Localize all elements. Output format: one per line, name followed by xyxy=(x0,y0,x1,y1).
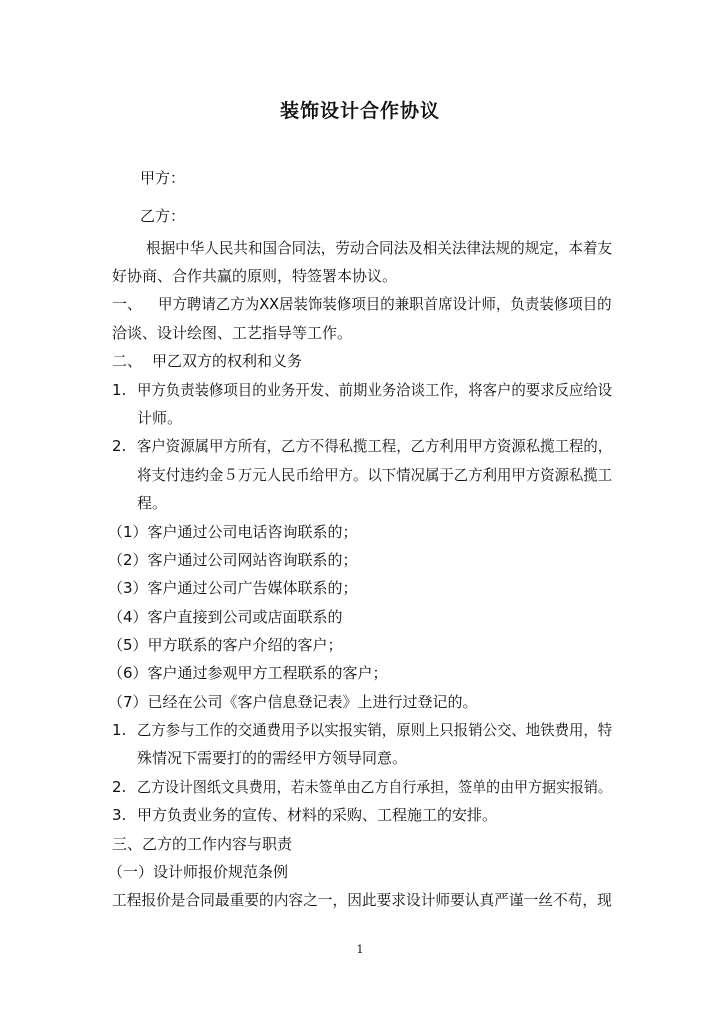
item-2-line-1: 客户资源属甲方所有，乙方不得私揽工程，乙方利用甲方资源私揽工程的， xyxy=(137,437,613,455)
sub-item-4: （4）客户直接到公司或店面联系的 xyxy=(108,608,343,626)
body-last-line: 工程报价是合同最重要的内容之一，因此要求设计师要认真严谨一丝不苟，现 xyxy=(112,891,612,909)
sub-item-7: （7）已经在公司《客户信息登记表》上进行过登记的。 xyxy=(108,693,478,711)
item-j2-number: 2. xyxy=(112,778,127,796)
party-a-label: 甲方： xyxy=(140,169,186,187)
sub-item-1: （1）客户通过公司电话咨询联系的； xyxy=(108,523,358,541)
section-1-line-1: 甲方聘请乙方为XX居装饰装修项目的兼职首席设计师，负责装修项目的 xyxy=(158,295,612,313)
item-2-line-2: 将支付违约金５万元人民币给甲方。以下情况属于乙方利用甲方资源私揽工 xyxy=(137,466,613,484)
item-1-line-1: 甲方负责装修项目的业务开发、前期业务洽谈工作，将客户的要求反应给设 xyxy=(137,381,613,399)
intro-line-1: 根据中华人民共和国合同法，劳动合同法及相关法律法规的规定，本着友 xyxy=(146,239,613,257)
item-j3-line: 甲方负责业务的宣传、材料的采购、工程施工的安排。 xyxy=(137,806,498,824)
section-1-line-2: 洽谈、设计绘图、工艺指导等工作。 xyxy=(112,324,353,342)
item-j1-number: 1. xyxy=(112,721,127,739)
sub-item-3: （3）客户通过公司广告媒体联系的； xyxy=(108,579,358,597)
item-j1-line-1: 乙方参与工作的交通费用予以实报实销，原则上只报销公交、地铁费用，特 xyxy=(137,721,613,739)
section-3-title: 三、乙方的工作内容与职责 xyxy=(112,835,293,853)
item-j3-number: 3. xyxy=(112,806,127,824)
section-2-title: 甲乙双方的权利和义务 xyxy=(152,352,303,370)
item-j1-line-2: 殊情况下需要打的的需经甲方领导同意。 xyxy=(137,749,408,767)
section-2-number: 二、 xyxy=(112,352,143,370)
section-3-subtitle: （一）设计师报价规范条例 xyxy=(108,863,289,881)
intro-line-2: 好协商、合作共赢的原则，特签署本协议。 xyxy=(112,267,398,285)
sub-item-2: （2）客户通过公司网站咨询联系的； xyxy=(108,551,358,569)
party-b-label: 乙方： xyxy=(140,207,186,225)
item-1-line-2: 计师。 xyxy=(137,409,183,427)
sub-item-5: （5）甲方联系的客户介绍的客户； xyxy=(108,636,343,654)
item-j2-line: 乙方设计图纸文具费用，若未签单由乙方自行承担，签单的由甲方据实报销。 xyxy=(137,778,612,796)
item-1-number: 1. xyxy=(112,381,127,399)
document-title: 装饰设计合作协议 xyxy=(279,100,440,122)
page-number: 1 xyxy=(356,943,364,956)
item-2-number: 2. xyxy=(112,437,127,455)
section-1-number: 一、 xyxy=(112,295,143,313)
item-2-line-3: 程。 xyxy=(137,494,168,512)
sub-item-6: （6）客户通过参观甲方工程联系的客户； xyxy=(108,664,388,682)
